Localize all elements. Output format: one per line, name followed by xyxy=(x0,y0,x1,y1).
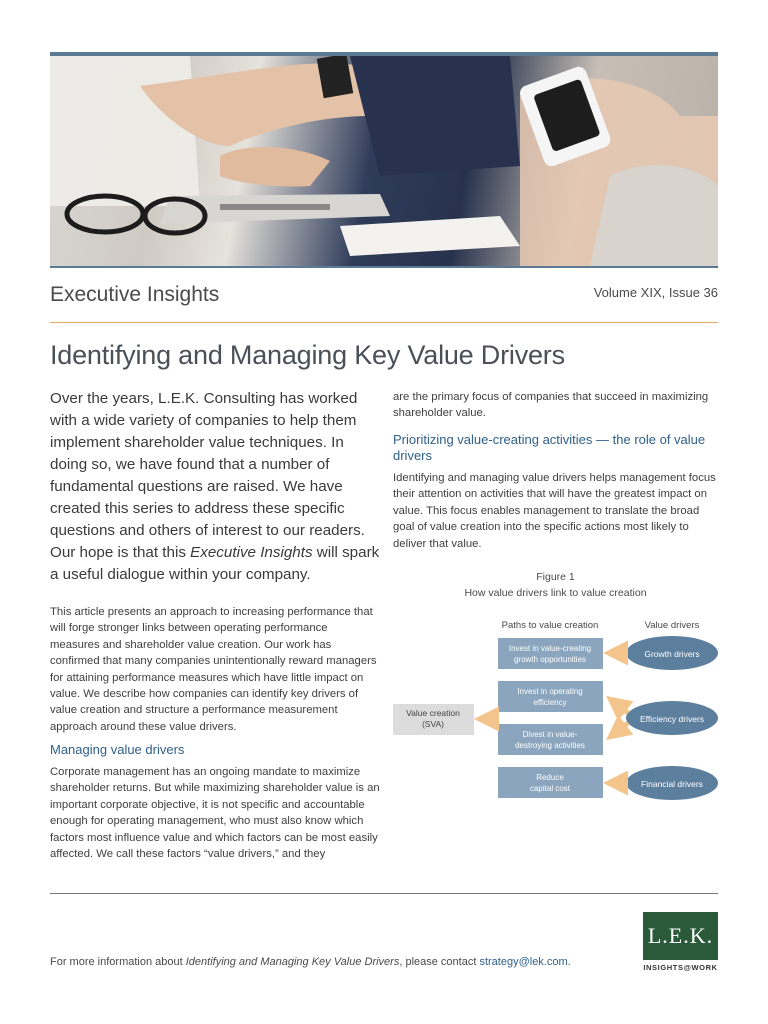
header-divider xyxy=(50,322,718,323)
diagram-arrows xyxy=(479,653,628,783)
lek-logo: L.E.K. xyxy=(643,912,718,960)
intro-paragraph: Over the years, L.E.K. Consulting has worked with a wide variety of companies to help them implement shareholder value techniques. In doing so, we have found that a number of fundamental questions are raised. We have created this series to address these specific questions and others of interest to our readers. Our hope is that this Executive Insights will spark a useful dialogue within your company. xyxy=(50,390,380,583)
column-header-paths: Paths to value creation xyxy=(501,620,599,631)
article-title: Identifying and Managing Key Value Drivers xyxy=(50,340,565,370)
path-box-growth xyxy=(498,638,603,669)
driver-oval-financial xyxy=(626,766,718,800)
volume-issue: Volume XIX, Issue 36 xyxy=(593,285,718,300)
svg-text:Reduce: Reduce xyxy=(536,773,564,782)
arrow-efficiency-down xyxy=(610,723,628,737)
svg-text:Value creation: Value creation xyxy=(406,708,460,718)
footer-contact: For more information about Identifying and Managing Key Value Drivers, please contact strategy@lek.com. xyxy=(50,956,571,968)
publication-series: Executive Insights xyxy=(50,283,220,306)
svg-text:Invest in operating: Invest in operating xyxy=(517,687,583,696)
svg-text:(SVA): (SVA) xyxy=(421,719,445,729)
path-box-efficiency xyxy=(498,681,603,712)
hero-photo xyxy=(50,52,718,268)
driver-oval-efficiency xyxy=(626,701,718,735)
svg-text:efficiency: efficiency xyxy=(533,698,567,707)
figure-caption: How value drivers link to value creation xyxy=(464,587,647,599)
svg-text:Financial drivers: Financial drivers xyxy=(641,779,703,789)
section-heading-prioritizing: Prioritizing value-creating activities — the role of value drivers xyxy=(393,432,706,463)
hero-illustration xyxy=(50,56,718,266)
contact-email-link[interactable]: strategy@lek.com xyxy=(479,956,568,968)
column-header-drivers: Value drivers xyxy=(644,620,700,631)
value-drivers-diagram xyxy=(392,615,722,805)
svg-text:Growth drivers: Growth drivers xyxy=(644,649,700,659)
svg-text:Invest in value-creating: Invest in value-creating xyxy=(508,644,592,653)
body-paragraph-2: Corporate management has an ongoing mandate to maximize shareholder returns. But while maximizing shareholder value is an important corporate objective, it is not specific and accountable enough for operating management, who must also know which factors most influence value and which factors can be most easily affected. We call these factors “value drivers,” and they xyxy=(50,766,380,861)
body-paragraph-1: This article presents an approach to increasing performance that will forge stronger links between operating performance measures and shareholder value creation. Our work has confirmed that many companies unintentionally reward managers for attaining performance measures which have little impact on value. We describe how companies can identify key drivers of value creation and structure a performance measurement approach around these value drivers. xyxy=(50,606,377,733)
path-box-capital xyxy=(498,767,603,798)
intro-series-name: Executive Insights xyxy=(190,544,313,561)
footer-divider xyxy=(50,893,718,894)
driver-oval-growth xyxy=(626,636,718,670)
body-paragraph-2-continued: are the primary focus of companies that succeed in maximizing shareholder value. xyxy=(393,391,709,420)
svg-text:destroying activities: destroying activities xyxy=(515,741,585,750)
svg-text:Divest in value-: Divest in value- xyxy=(522,730,578,739)
section-heading-managing: Managing value drivers xyxy=(50,742,185,757)
figure-label: Figure 1 xyxy=(536,571,575,583)
body-paragraph-3: Identifying and managing value drivers helps management focus their attention on activities that will have the greatest impact on value. This focus enables management to translate the broad goal of value creation into the specific actions most likely to deliver that value. xyxy=(393,472,716,550)
arrow-efficiency-up xyxy=(610,699,628,713)
svg-text:capital cost: capital cost xyxy=(529,784,571,793)
svg-text:Efficiency drivers: Efficiency drivers xyxy=(639,714,705,724)
path-box-divest xyxy=(498,724,603,755)
value-creation-box xyxy=(393,704,474,735)
svg-text:growth opportunities: growth opportunities xyxy=(513,655,587,664)
logo-tagline: INSIGHTS@WORK xyxy=(643,963,718,972)
